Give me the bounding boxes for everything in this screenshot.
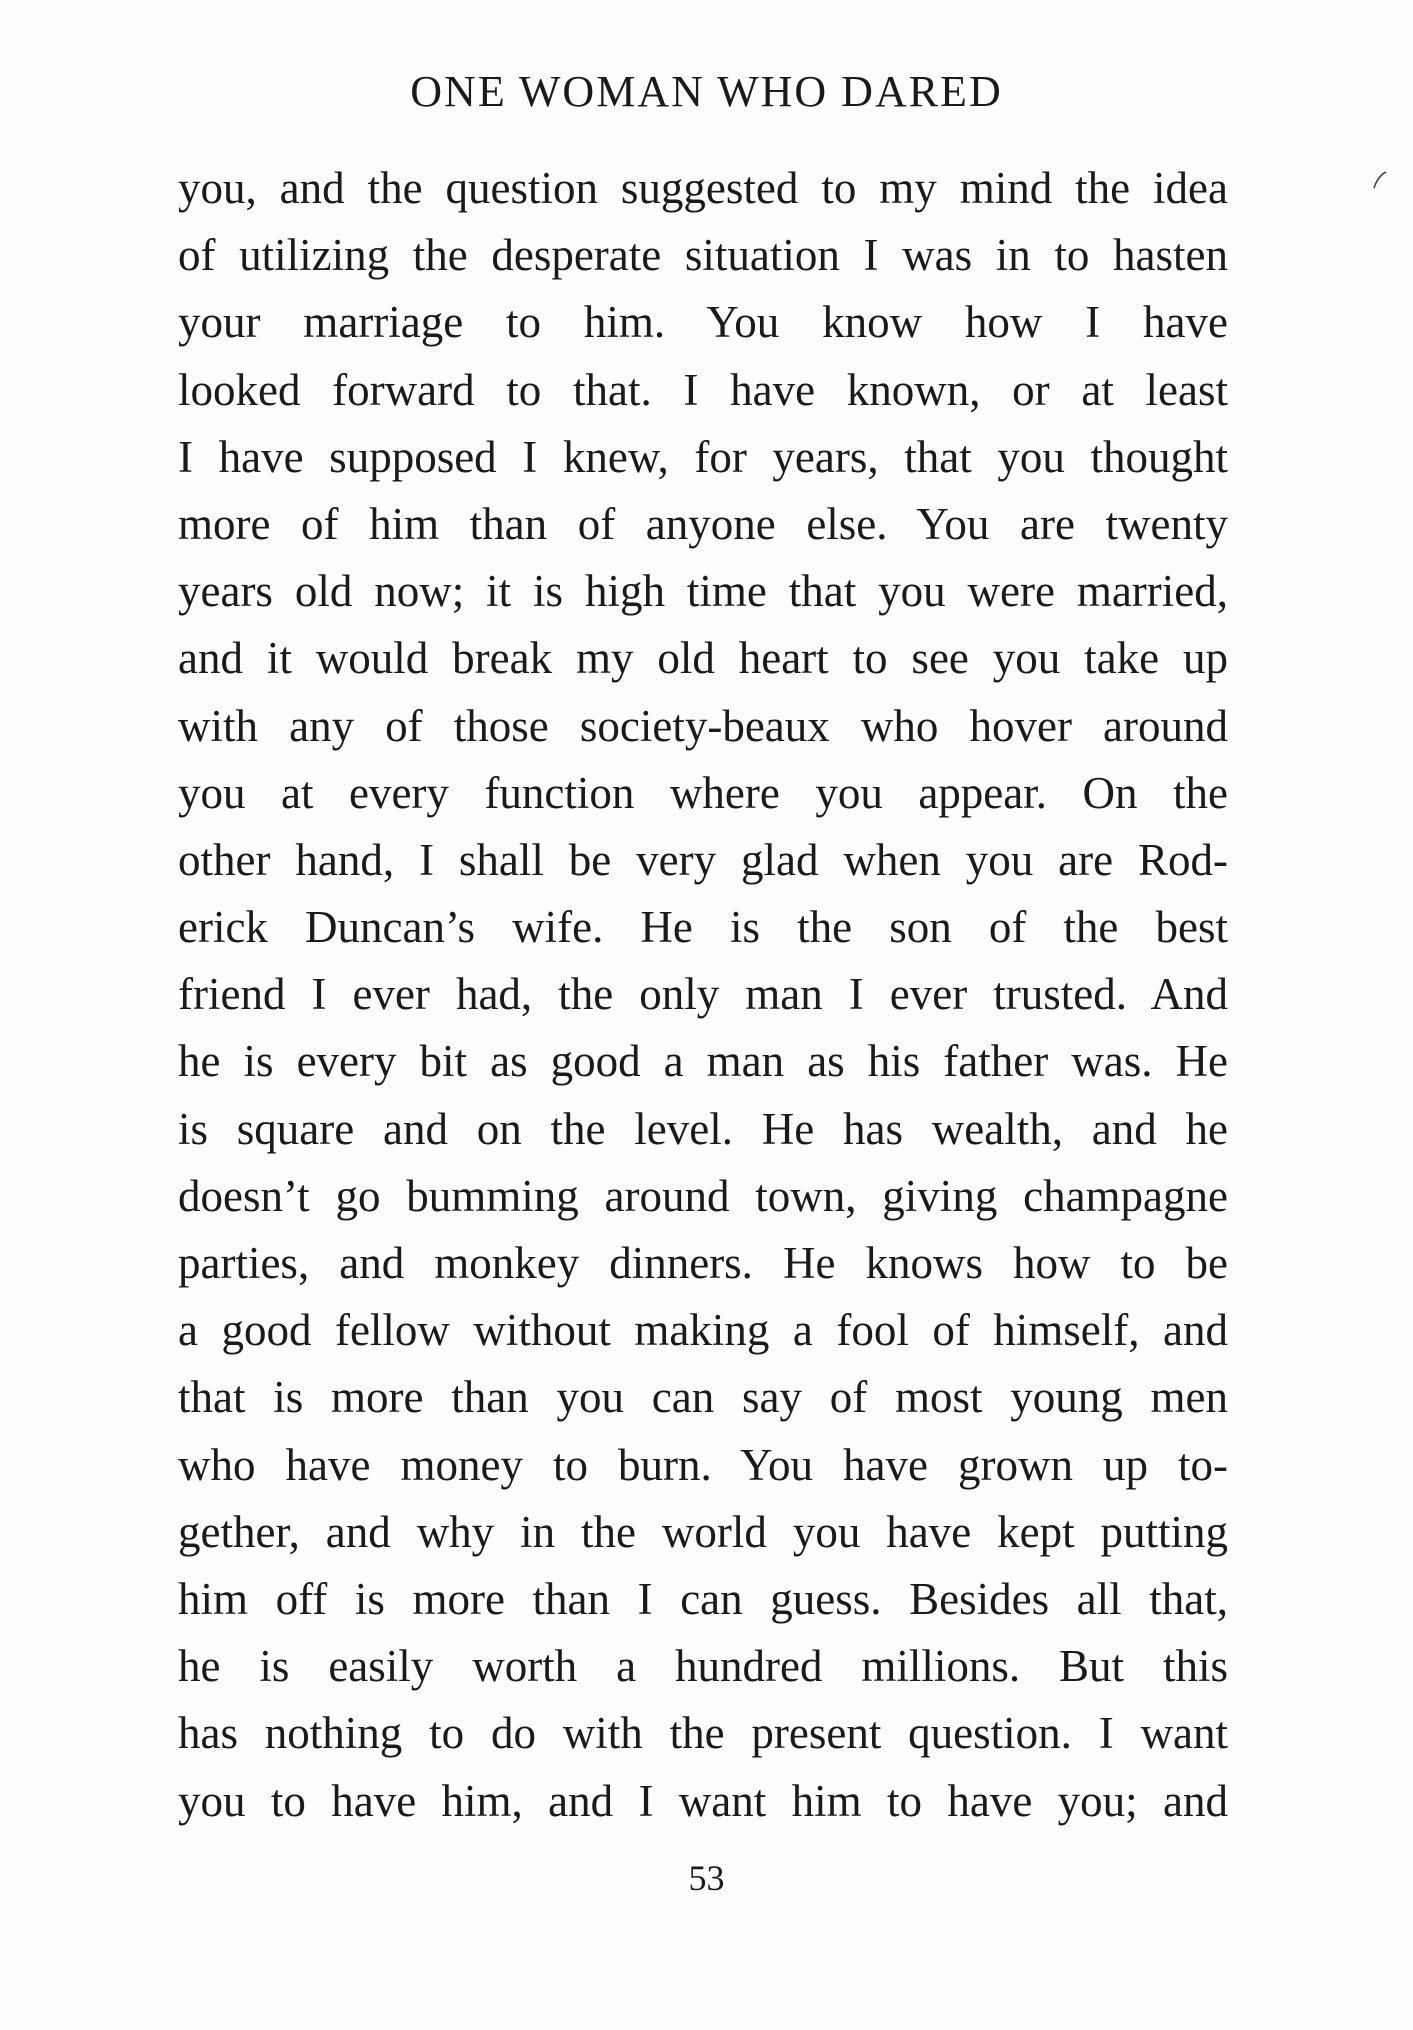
text-line: I have supposed I knew, for years, that you thought [178, 431, 1228, 482]
text-line: parties, and monkey dinners. He knows how to be [178, 1238, 1228, 1288]
text-line: you at every function where you appear. On the [178, 767, 1228, 818]
text-line: doesn’t go bumming around town, giving champagne [178, 1170, 1228, 1221]
text-line: with any of those society-beaux who hover around [178, 700, 1228, 751]
text-line: a good fellow without making a fool of himself, and [178, 1305, 1228, 1356]
text-line: more of him than of anyone else. You are twenty [178, 498, 1228, 549]
text-line: your marriage to him. You know how I have [178, 297, 1228, 348]
text-line: other hand, I shall be very glad when you are Rod- [178, 834, 1228, 885]
text-line: that is more than you can say of most young men [178, 1372, 1228, 1423]
running-head: ONE WOMAN WHO DARED [410, 67, 1003, 116]
text-line: of utilizing the desperate situation I was in to hasten [178, 230, 1228, 281]
text-line: and it would break my old heart to see you take up [178, 633, 1228, 684]
text-line: erick Duncan’s wife. He is the son of the best [178, 902, 1228, 953]
margin-stroke-mark [1372, 170, 1388, 190]
text-line: looked forward to that. I have known, or at least [178, 364, 1228, 415]
text-line: gether, and why in the world you have kept putting [178, 1506, 1228, 1557]
text-line: him off is more than I can guess. Besides all that, [178, 1573, 1228, 1624]
page-number: 53 [688, 1858, 725, 1898]
text-line: you, and the question suggested to my mind the idea [178, 163, 1228, 213]
text-line: he is every bit as good a man as his father was. He [178, 1036, 1228, 1087]
text-line: years old now; it is high time that you were married, [178, 566, 1228, 617]
text-line: is square and on the level. He has wealth, and he [178, 1103, 1228, 1154]
text-line: has nothing to do with the present question. I want [178, 1708, 1228, 1759]
text-line: friend I ever had, the only man I ever trusted. And [178, 969, 1228, 1020]
text-line: he is easily worth a hundred millions. But this [178, 1641, 1228, 1692]
text-line: who have money to burn. You have grown up to- [178, 1439, 1228, 1490]
text-line: you to have him, and I want him to have you; and [178, 1775, 1228, 1826]
body-text [178, 155, 1228, 1835]
